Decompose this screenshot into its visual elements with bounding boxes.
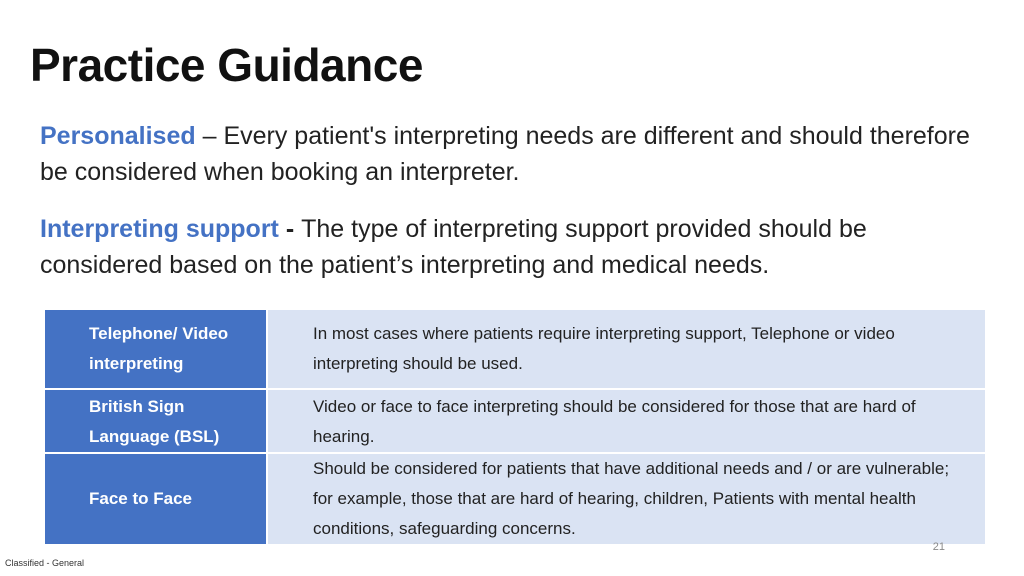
slide-title: Practice Guidance	[30, 39, 423, 91]
table-row	[45, 453, 985, 545]
personalised-separator: –	[195, 122, 224, 150]
option-guidance-cell: Should be considered for patients that have additional needs and / or are vulnerable; for example, those that are hard of hearing, children, Patients with mental health conditions, safeguarding concerns.	[267, 453, 985, 545]
interpreting-support-text: The type of interpreting support provided should be considered based on the patient’s interpreting and medical needs.	[40, 215, 867, 279]
table-row	[45, 310, 985, 389]
personalised-heading: Personalised	[40, 122, 196, 150]
option-type-cell: British Sign Language (BSL)	[45, 389, 267, 453]
page-number: 21	[932, 541, 945, 553]
interpreting-support-heading: Interpreting support	[40, 215, 279, 243]
option-type-cell: Telephone/ Video interpreting	[45, 310, 267, 389]
interpreting-support-paragraph	[40, 211, 980, 283]
option-type-cell: Face to Face	[45, 453, 267, 545]
interpreting-support-separator: -	[278, 215, 302, 243]
interpreting-options-table	[45, 310, 985, 546]
option-guidance-cell: In most cases where patients require interpreting support, Telephone or video interpreting should be used.	[267, 310, 985, 389]
classification-label: Classified - General	[5, 558, 85, 568]
personalised-text: Every patient's interpreting needs are different and should therefore be considered when booking an interpreter.	[40, 122, 970, 186]
personalised-paragraph	[40, 118, 980, 190]
table-row	[45, 389, 985, 453]
option-guidance-cell: Video or face to face interpreting should be considered for those that are hard of hearing.	[267, 389, 985, 453]
